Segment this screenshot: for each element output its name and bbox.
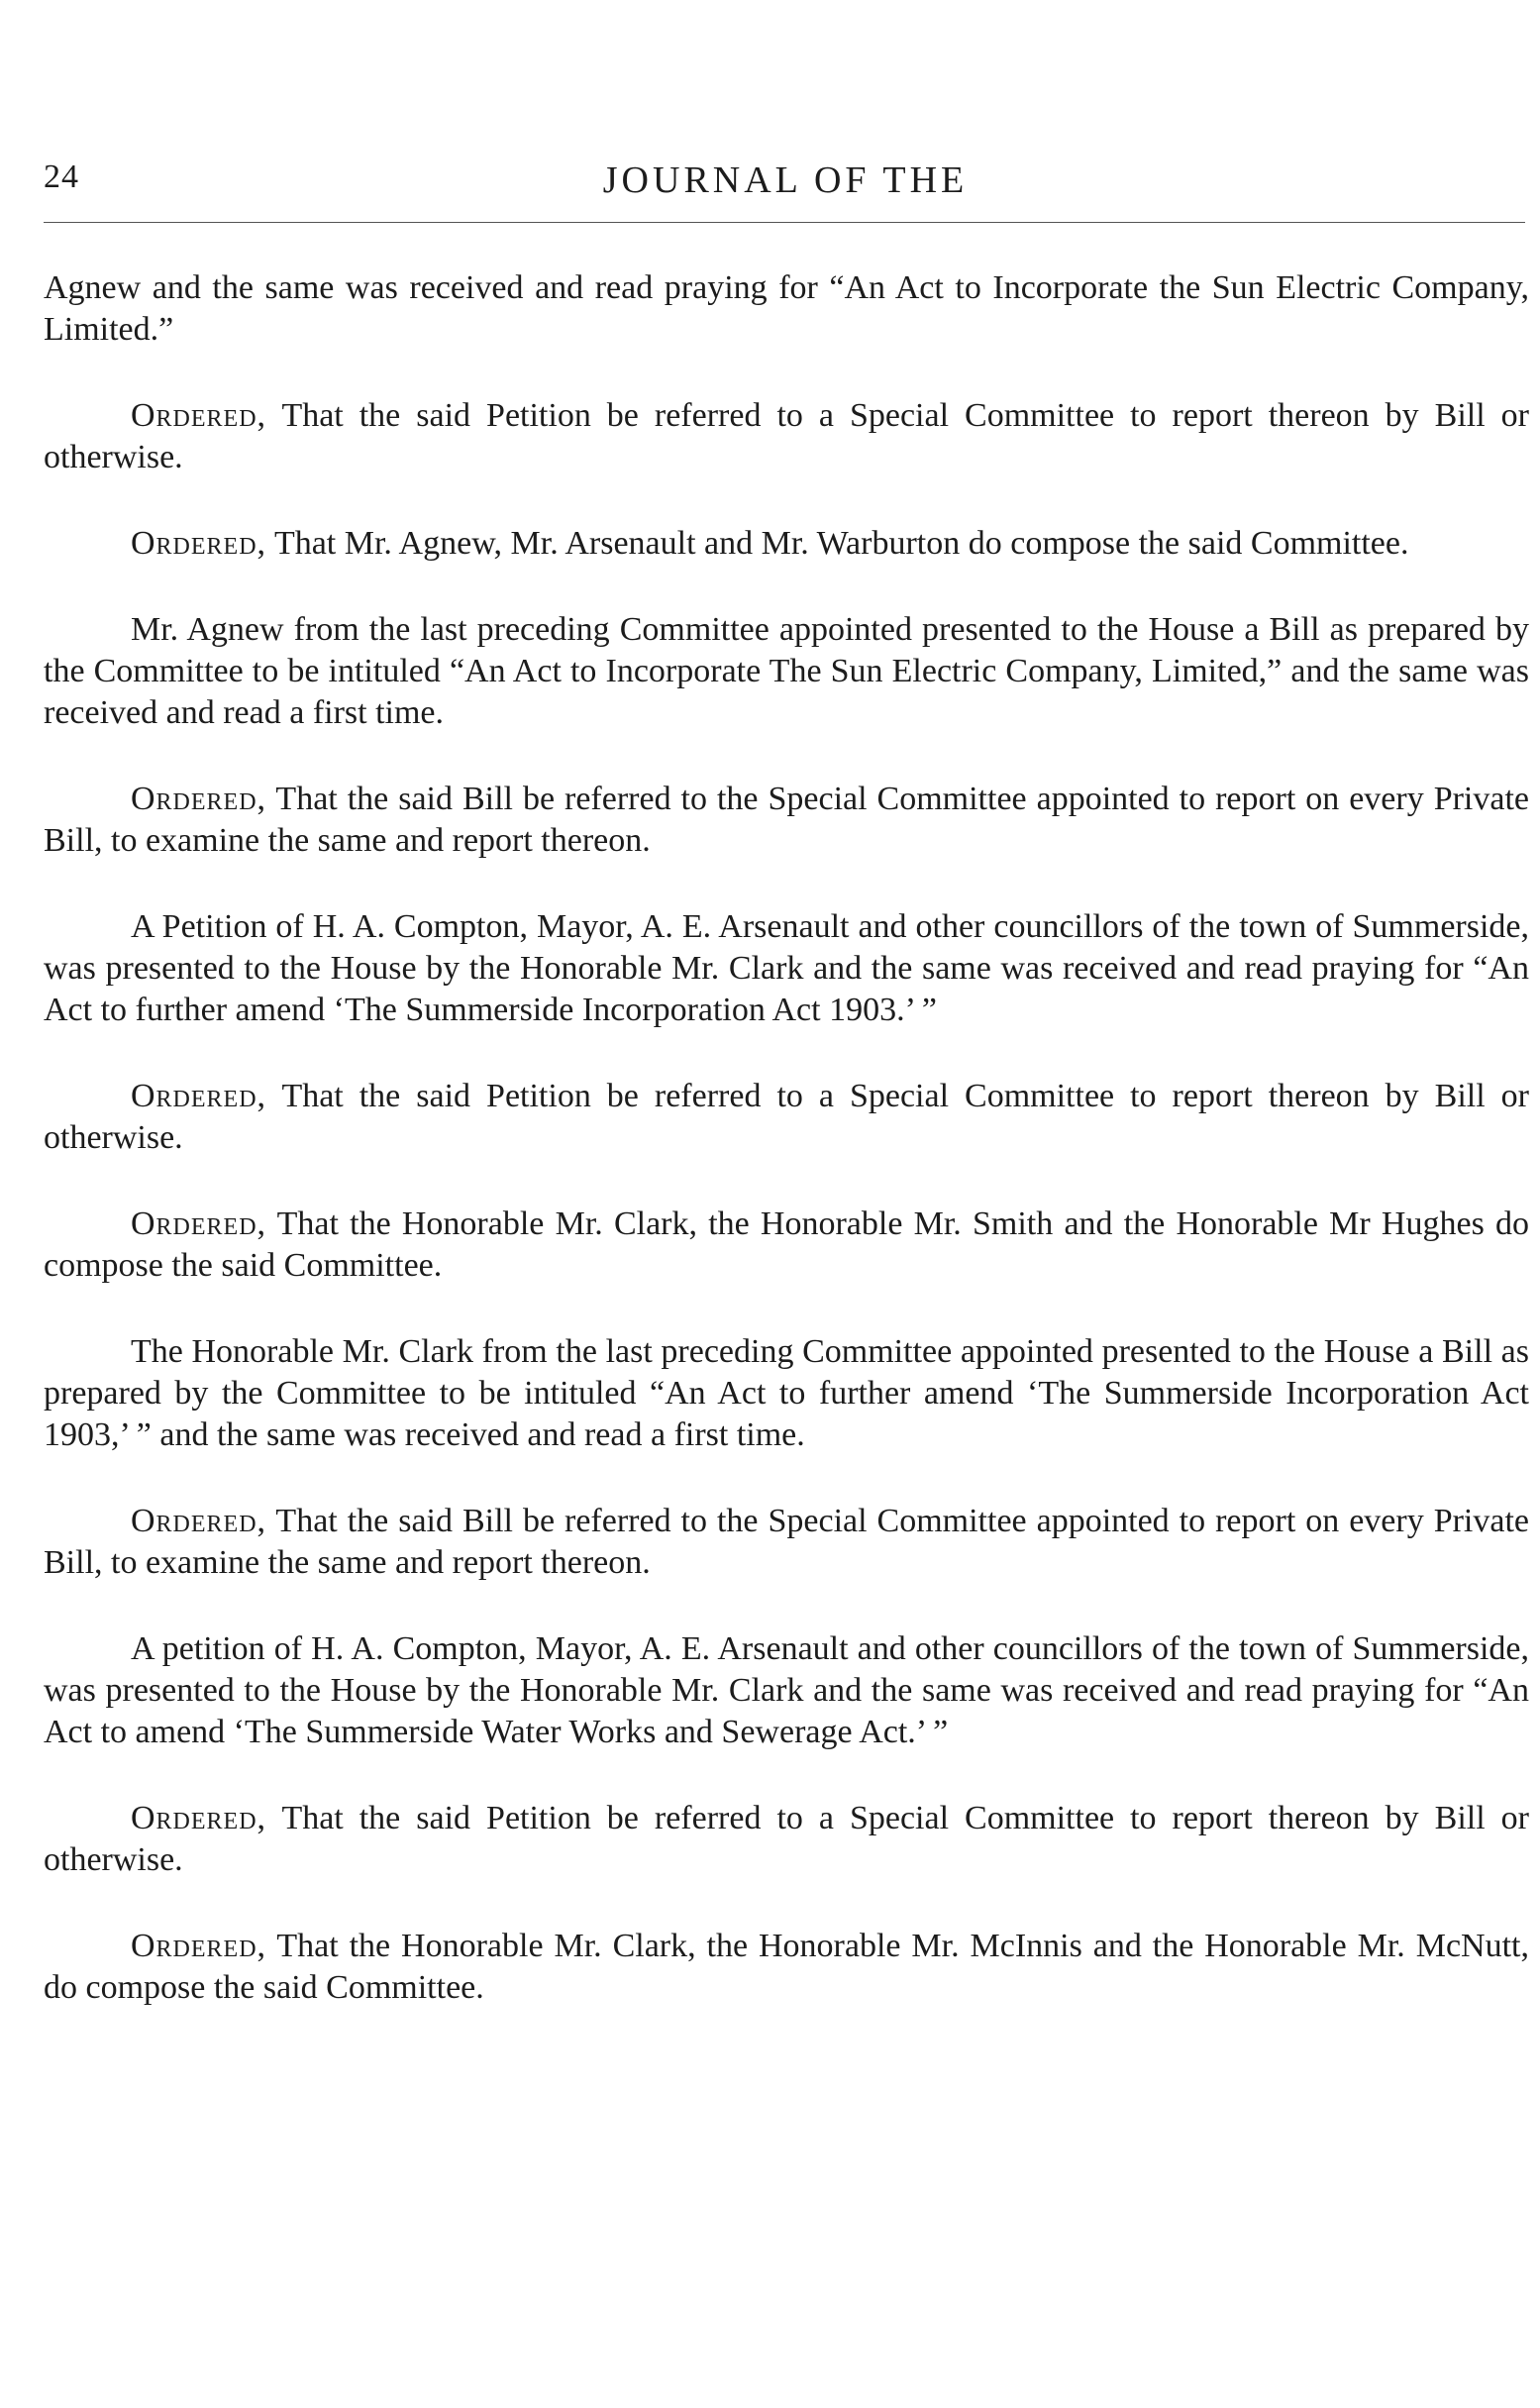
- running-title: JOURNAL OF THE: [602, 159, 969, 201]
- paragraph-text: A Petition of H. A. Compton, Mayor, A. E. Arsenault and other councillors of the town of Summerside, was presented to the House by the Honorable Mr. Clark and the same was received and read praying for “An Act to further amend ‘The Summerside Incorporation Act 1903.’ ”: [44, 908, 1529, 1028]
- paragraph-summerside-petition: [44, 906, 1529, 1031]
- page-number: 24: [44, 158, 79, 195]
- paragraph-text: That the said Petition be referred to a Special Committee to report thereon by Bill or otherwise.: [44, 397, 1529, 475]
- paragraph-ordered-bill-referral: [44, 779, 1529, 862]
- paragraph-continued-petition: [44, 267, 1529, 351]
- page-header: [44, 158, 1527, 210]
- paragraph-bill-presented: [44, 609, 1529, 734]
- paragraph-ordered-committee-composition: [44, 523, 1529, 565]
- paragraph-ordered-petition-referral: [44, 395, 1529, 478]
- ordered-lead: Ordered,: [131, 525, 267, 562]
- paragraph-text: That the Honorable Mr. Clark, the Honorable Mr. McInnis and the Honorable Mr. McNutt, do compose the said Committee.: [44, 1928, 1529, 2006]
- paragraph-ordered-committee-composition: [44, 1204, 1529, 1287]
- paragraph-text: That Mr. Agnew, Mr. Arsenault and Mr. Warburton do compose the said Committee.: [266, 525, 1409, 562]
- paragraph-bill-presented: [44, 1331, 1529, 1456]
- paragraph-ordered-petition-referral: [44, 1798, 1529, 1881]
- header-rule: [44, 222, 1525, 223]
- paragraph-text: That the said Petition be referred to a Special Committee to report thereon by Bill or otherwise.: [44, 1800, 1529, 1878]
- paragraph-ordered-petition-referral: [44, 1076, 1529, 1159]
- ordered-lead: Ordered,: [131, 1800, 267, 1836]
- paragraph-ordered-bill-referral: [44, 1501, 1529, 1584]
- paragraph-ordered-committee-composition: [44, 1926, 1529, 2009]
- ordered-lead: Ordered,: [131, 1503, 267, 1539]
- paragraph-text: The Honorable Mr. Clark from the last preceding Committee appointed presented to the House a Bill as prepared by the Committee to be intituled “An Act to further amend ‘The Summerside Incorporation Act 1903,’ ” and the same was received and read a first time.: [44, 1333, 1529, 1453]
- paragraph-text: That the said Bill be referred to the Special Committee appointed to report on every Private Bill, to examine the same and report thereon.: [44, 1503, 1529, 1581]
- journal-body: [44, 267, 1529, 2053]
- ordered-lead: Ordered,: [131, 781, 267, 817]
- ordered-lead: Ordered,: [131, 1205, 267, 1242]
- ordered-lead: Ordered,: [131, 1928, 267, 1964]
- paragraph-water-works-petition: [44, 1628, 1529, 1753]
- paragraph-text: A petition of H. A. Compton, Mayor, A. E. Arsenault and other councillors of the town of Summerside, was presented to the House by the Honorable Mr. Clark and the same was received and read praying for “An Act to amend ‘The Summerside Water Works and Sewerage Act.’ ”: [44, 1630, 1529, 1750]
- ordered-lead: Ordered,: [131, 397, 267, 434]
- paragraph-text: Mr. Agnew from the last preceding Committee appointed presented to the House a Bill as prepared by the Committee to be intituled “An Act to Incorporate The Sun Electric Company, Limited,” and the same was received and read a first time.: [44, 611, 1529, 731]
- paragraph-text: That the said Petition be referred to a Special Committee to report thereon by Bill or otherwise.: [44, 1078, 1529, 1156]
- paragraph-text: Agnew and the same was received and read praying for “An Act to Incorporate the Sun Electric Company, Limited.”: [44, 269, 1529, 348]
- ordered-lead: Ordered,: [131, 1078, 267, 1114]
- paragraph-text: That the Honorable Mr. Clark, the Honorable Mr. Smith and the Honorable Mr Hughes do compose the said Committee.: [44, 1205, 1529, 1284]
- paragraph-text: That the said Bill be referred to the Special Committee appointed to report on every Private Bill, to examine the same and report thereon.: [44, 781, 1529, 859]
